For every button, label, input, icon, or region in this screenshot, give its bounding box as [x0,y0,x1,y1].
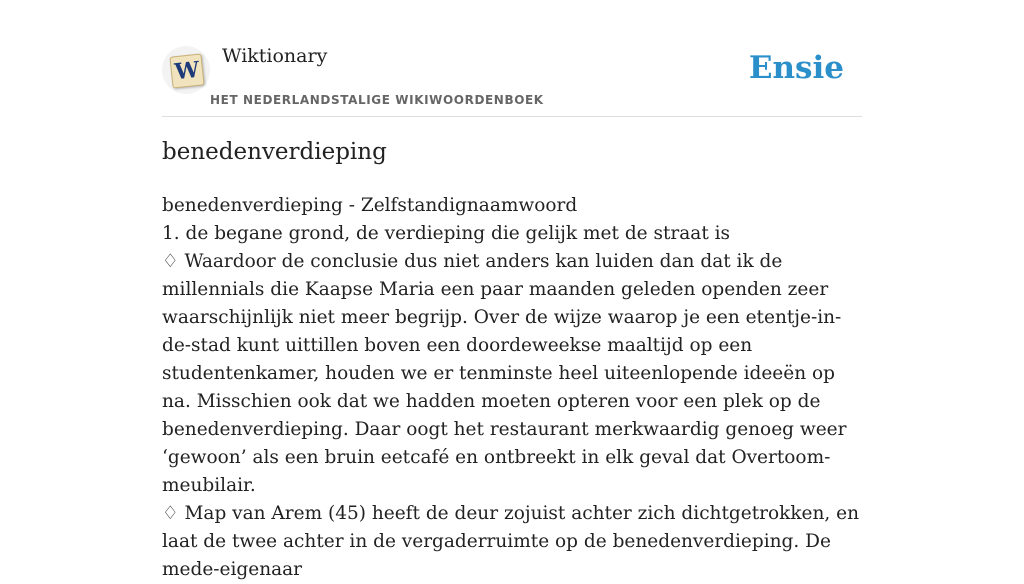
example-sentence: ♢ Waardoor de conclusie dus niet anders kan luiden dan dat ik de millennials die Kaapse Maria een paar maanden geleden openden zeer waarschijnlijk niet meer begrijp. Over de wijze waarop je een etentje-in-de-stad kunt uittillen boven een doordeweekse maaltijd op een studentenkamer, houden we er tenminste heel uiteenlopende ideeën op na. Misschien ook dat we hadden moeten opteren voor een plek op de benedenverdieping. Daar oogt het restaurant merkwaardig genoeg weer ‘gewoon’ als een bruin eetcafé en ontbreekt in elk geval dat Overtoom-meubilair. [162,251,847,496]
entry-heading: benedenverdieping - Zelfstandignaamwoord [162,195,578,216]
site-header [162,0,862,117]
entry-content [162,192,862,584]
example-sentence: ♢ Map van Arem (45) heeft de deur zojuist achter zich dichtgetrokken, en laat de twee achter in de vergaderruimte op de benedenverdieping. De mede-eigenaar [162,503,860,580]
definition: 1. de begane grond, de verdieping die gelijk met de straat is [162,223,731,244]
wiktionary-logo[interactable] [162,46,210,94]
site-name-link[interactable]: Wiktionary [222,45,328,67]
site-tagline: HET NEDERLANDSTALIGE WIKIWOORDENBOEK [210,93,544,107]
ensie-logo-link[interactable]: Ensie [748,50,844,86]
page-title: benedenverdieping [162,139,387,165]
wiktionary-logo-icon: W [169,53,204,88]
